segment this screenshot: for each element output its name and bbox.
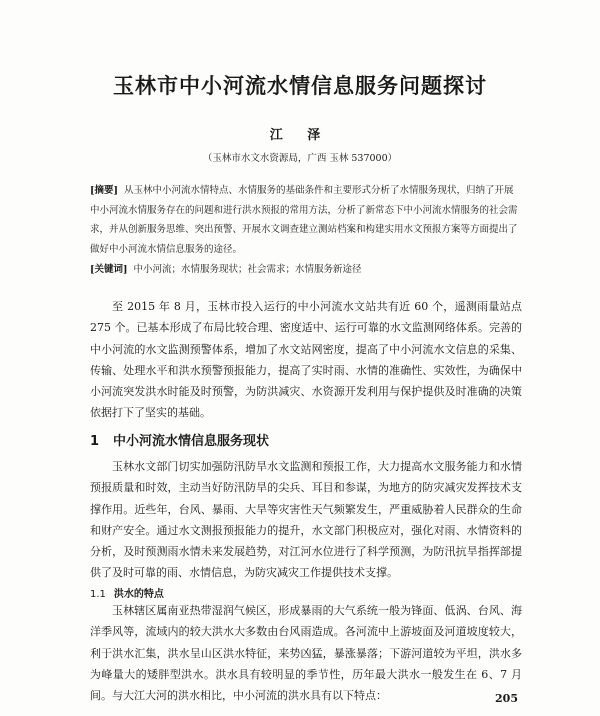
abstract-label: [摘要] <box>90 185 118 196</box>
subsection-number: 1.1 <box>90 589 106 600</box>
author-affiliation: （玉林市水文水资源局，广西 玉林 537000） <box>202 153 398 164</box>
keywords-text: 中小河流；水情服务现状；社会需求；水情服务新途径 <box>133 264 362 275</box>
subsection-title: 洪水的特点 <box>113 589 164 600</box>
paper-title: 玉林市中小河流水情信息服务问题探讨 <box>113 73 487 98</box>
page-number: 205 <box>495 692 518 705</box>
keywords-label: [关键词] <box>90 264 128 275</box>
intro-paragraph: 至 2015 年 8 月，玉林市投入运行的中小河流水文站共有近 60 个，遥测雨量站点 275 个。已基本形成了布局比较合理、密度适中、运行可靠的水文监测网络体系。完善的中小河流的水文监测预警体系，增加了水文站网密度，提高了中小河流水文信息的采集、传输、处理水平和洪水预警预报能力，提高了实时雨、水情的准确性、实效性，为确保中小河流突发洪水时能及时预警，为防洪减灾、水资源开发利用与保护提供及时准确的决策依据打下了坚实的基础。 <box>90 300 522 420</box>
subsection-heading <box>90 585 164 600</box>
section-title: 中小河流水情信息服务现状 <box>113 434 270 449</box>
section-number: 1 <box>90 434 100 449</box>
section-heading <box>90 430 269 449</box>
author-name: 江 泽 <box>269 128 331 143</box>
subsection-paragraph: 玉林辖区属南亚热带湿润气候区，形成暴雨的大气系统一般为锋面、低涡、台风、海洋季风等，流域内的较大洪水大多数由台风雨造成。各河流中上游坡面及河道坡度较大，利于洪水汇集，洪水呈山区洪水特征，来势凶猛，暴涨暴落；下游河道较为平坦，洪水多为峰量大的矮胖型洪水。洪水具有较明显的季节性，历年最大洪水一般发生在 6、7 月间。与大江大河的洪水相比，中小河流的洪水具有以下特点： <box>90 604 522 703</box>
section-paragraph: 玉林水文部门切实加强防汛防旱水文监测和预报工作，大力提高水文服务能力和水情预报质量和时效，主动当好防汛防旱的尖兵、耳目和参谋，为地方的防灾减灾发挥技术支撑作用。近些年，台风、暴雨、大旱等灾害性天气频繁发生，严重威胁着人民群众的生命和财产安全。通过水文测报预报能力的提升，水文部门积极应对，强化对雨、水情资料的分析，及时预测雨水情未来发展趋势，对江河水位进行了科学预测，为防汛抗旱指挥部提供了及时可靠的雨、水情信息，为防灾减灾工作提供技术支撑。 <box>90 460 522 580</box>
abstract <box>90 181 522 259</box>
keywords <box>90 262 522 278</box>
abstract-text: 从玉林中小河流水情特点、水情服务的基础条件和主要形式分析了水情服务现状，归纳了开展中小河流水情服务存在的问题和进行洪水预报的常用方法，分析了新常态下中小河流水情服务的社会需求，并从创新服务思维、突出预警、开展水文调查建立测站档案和构建实用水文预报方案等方面提出了做好中小河流水情信息服务的途径。 <box>90 185 518 255</box>
